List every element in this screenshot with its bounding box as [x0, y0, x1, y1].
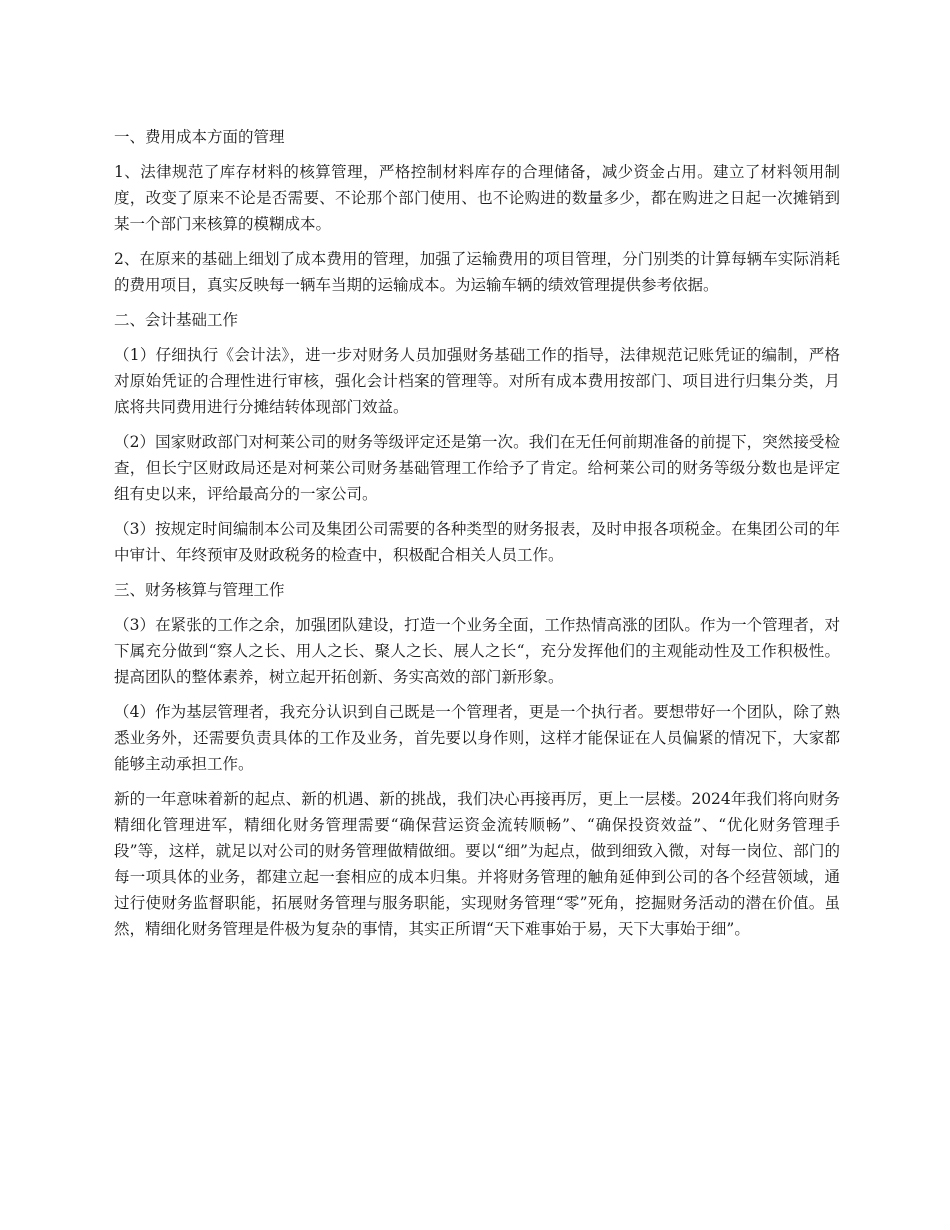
- paragraph-transport-cost: 2、在原来的基础上细划了成本费用的管理，加强了运输费用的项目管理，分门别类的计算每辆车实际消耗的费用项目，真实反映每一辆车当期的运输成本。为运输车辆的绩效管理提供参考依据。: [114, 250, 840, 294]
- section-heading-accounting-basics: 二、会计基础工作: [114, 311, 239, 329]
- section-heading-financial-accounting: 三、财务核算与管理工作: [114, 581, 285, 599]
- section-heading-cost-management: 一、费用成本方面的管理: [114, 128, 285, 146]
- paragraph-grassroots-manager: （4）作为基层管理者，我充分认识到自己既是一个管理者，更是一个执行者。要想带好一个团队，除了熟悉业务外，还需要负责具体的工作及业务，首先要以身作则，这样才能保证在人员偏紧的情况下，大家都能够主动承担工作。: [114, 703, 840, 773]
- paragraph-inventory-management: 1、法律规范了库存材料的核算管理，严格控制材料库存的合理储备，减少资金占用。建立了材料领用制度，改变了原来不论是否需要、不论那个部门使用、也不论购进的数量多少，都在购进之日起一次摊销到某一个部门来核算的模糊成本。: [114, 163, 840, 233]
- paragraph-financial-reports: （3）按规定时间编制本公司及集团公司需要的各种类型的财务报表，及时申报各项税金。在集团公司的年中审计、年终预审及财政税务的检查中，积极配合相关人员工作。: [114, 520, 840, 564]
- paragraph-financial-rating: （2）国家财政部门对柯莱公司的财务等级评定还是第一次。我们在无任何前期准备的前提下，突然接受检查，但长宁区财政局还是对柯莱公司财务基础管理工作给予了肯定。给柯莱公司的财务等级分数也是评定组有史以来，评给最高分的一家公司。: [114, 433, 840, 503]
- paragraph-new-year-outlook: 新的一年意味着新的起点、新的机遇、新的挑战，我们决心再接再厉，更上一层楼。2024年我们将向财务精细化管理进军，精细化财务管理需要“确保营运资金流转顺畅”、“确保投资效益”、“优化财务管理手段”等，这样，就足以对公司的财务管理做精做细。要以“细”为起点，做到细致入微，对每一岗位、部门的每一项具体的业务，都建立起一套相应的成本归集。并将财务管理的触角延伸到公司的各个经营领域，通过行使财务监督职能，拓展财务管理与服务职能，实现财务管理“零”死角，挖掘财务活动的潜在价值。虽然，精细化财务管理是件极为复杂的事情，其实正所谓“天下难事始于易，天下大事始于细”。: [114, 790, 840, 938]
- document-body: [114, 124, 840, 951]
- paragraph-team-building: （3）在紧张的工作之余，加强团队建设，打造一个业务全面，工作热情高涨的团队。作为一个管理者，对下属充分做到“察人之长、用人之长、聚人之长、展人之长“，充分发挥他们的主观能动性及工作积极性。提高团队的整体素养，树立起开拓创新、务实高效的部门新形象。: [114, 616, 840, 686]
- paragraph-accounting-law: （1）仔细执行《会计法》，进一步对财务人员加强财务基础工作的指导，法律规范记账凭证的编制，严格对原始凭证的合理性进行审核，强化会计档案的管理等。对所有成本费用按部门、项目进行归集分类，月底将共同费用进行分摊结转体现部门效益。: [114, 346, 840, 416]
